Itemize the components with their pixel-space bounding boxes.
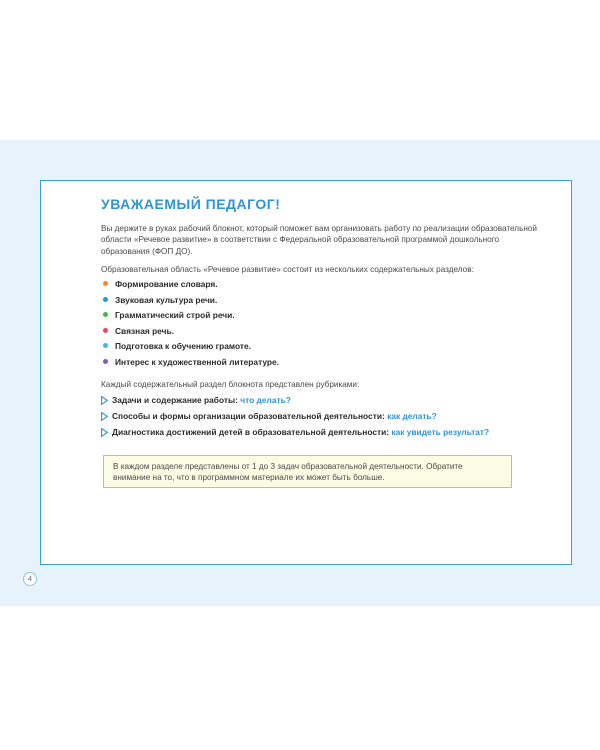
page-title: УВАЖАЕМЫЙ ПЕДАГОГ! [101, 196, 281, 212]
note-box: В каждом разделе представлены от 1 до 3 задач образовательной деятельности. Обратите внимание на то, что в программном материале их может быть больше. [103, 455, 512, 488]
rubric-question: как увидеть результат? [391, 427, 490, 437]
list-item [101, 309, 279, 325]
bullet-dot [103, 359, 108, 364]
intro-paragraph: Вы держите в руках рабочий блокнот, который поможет вам организовать работу по реализации образовательной области «Речевое развитие» в соответствии с Федеральной образовательной программой дошкольного образования (ФОП ДО). [101, 224, 537, 256]
rubric-item [101, 426, 489, 442]
rubric-label: Способы и формы организации образовательной деятельности: [112, 411, 385, 421]
rubric-question: как делать? [387, 411, 437, 421]
section-label: Интерес к художественной литературе. [115, 356, 280, 367]
rubric-item [101, 394, 489, 410]
rubric-question: что делать? [240, 395, 291, 405]
sections-intro: Образовательная область «Речевое развитие» состоит из нескольких содержательных разделов: [101, 265, 474, 274]
rubric-label: Диагностика достижений детей в образовательной деятельности: [112, 427, 390, 437]
list-item [101, 278, 279, 294]
rubric-label: Задачи и содержание работы: [112, 395, 238, 405]
section-label: Грамматический строй речи. [115, 310, 235, 321]
section-label: Подготовка к обучению грамоте. [115, 341, 251, 352]
triangle-pointer-icon [101, 412, 108, 421]
section-label: Связная речь. [115, 325, 174, 336]
bullet-dot [103, 281, 108, 286]
list-item [101, 294, 279, 310]
triangle-pointer-icon [101, 396, 108, 405]
sections-list [101, 278, 279, 372]
triangle-pointer-icon [101, 428, 108, 437]
list-item [101, 325, 279, 341]
rubric-item [101, 410, 489, 426]
section-label: Формирование словаря. [115, 279, 218, 289]
bullet-dot [103, 328, 108, 333]
rubrics-intro: Каждый содержательный раздел блокнота представлен рубриками: [101, 380, 360, 389]
bullet-dot [103, 312, 108, 317]
page-number: 4 [23, 572, 37, 586]
list-item [101, 356, 279, 372]
bullet-dot [103, 343, 108, 348]
list-item [101, 340, 279, 356]
bullet-dot [103, 297, 108, 302]
section-label: Звуковая культура речи. [115, 294, 218, 305]
rubrics-list [101, 394, 489, 442]
